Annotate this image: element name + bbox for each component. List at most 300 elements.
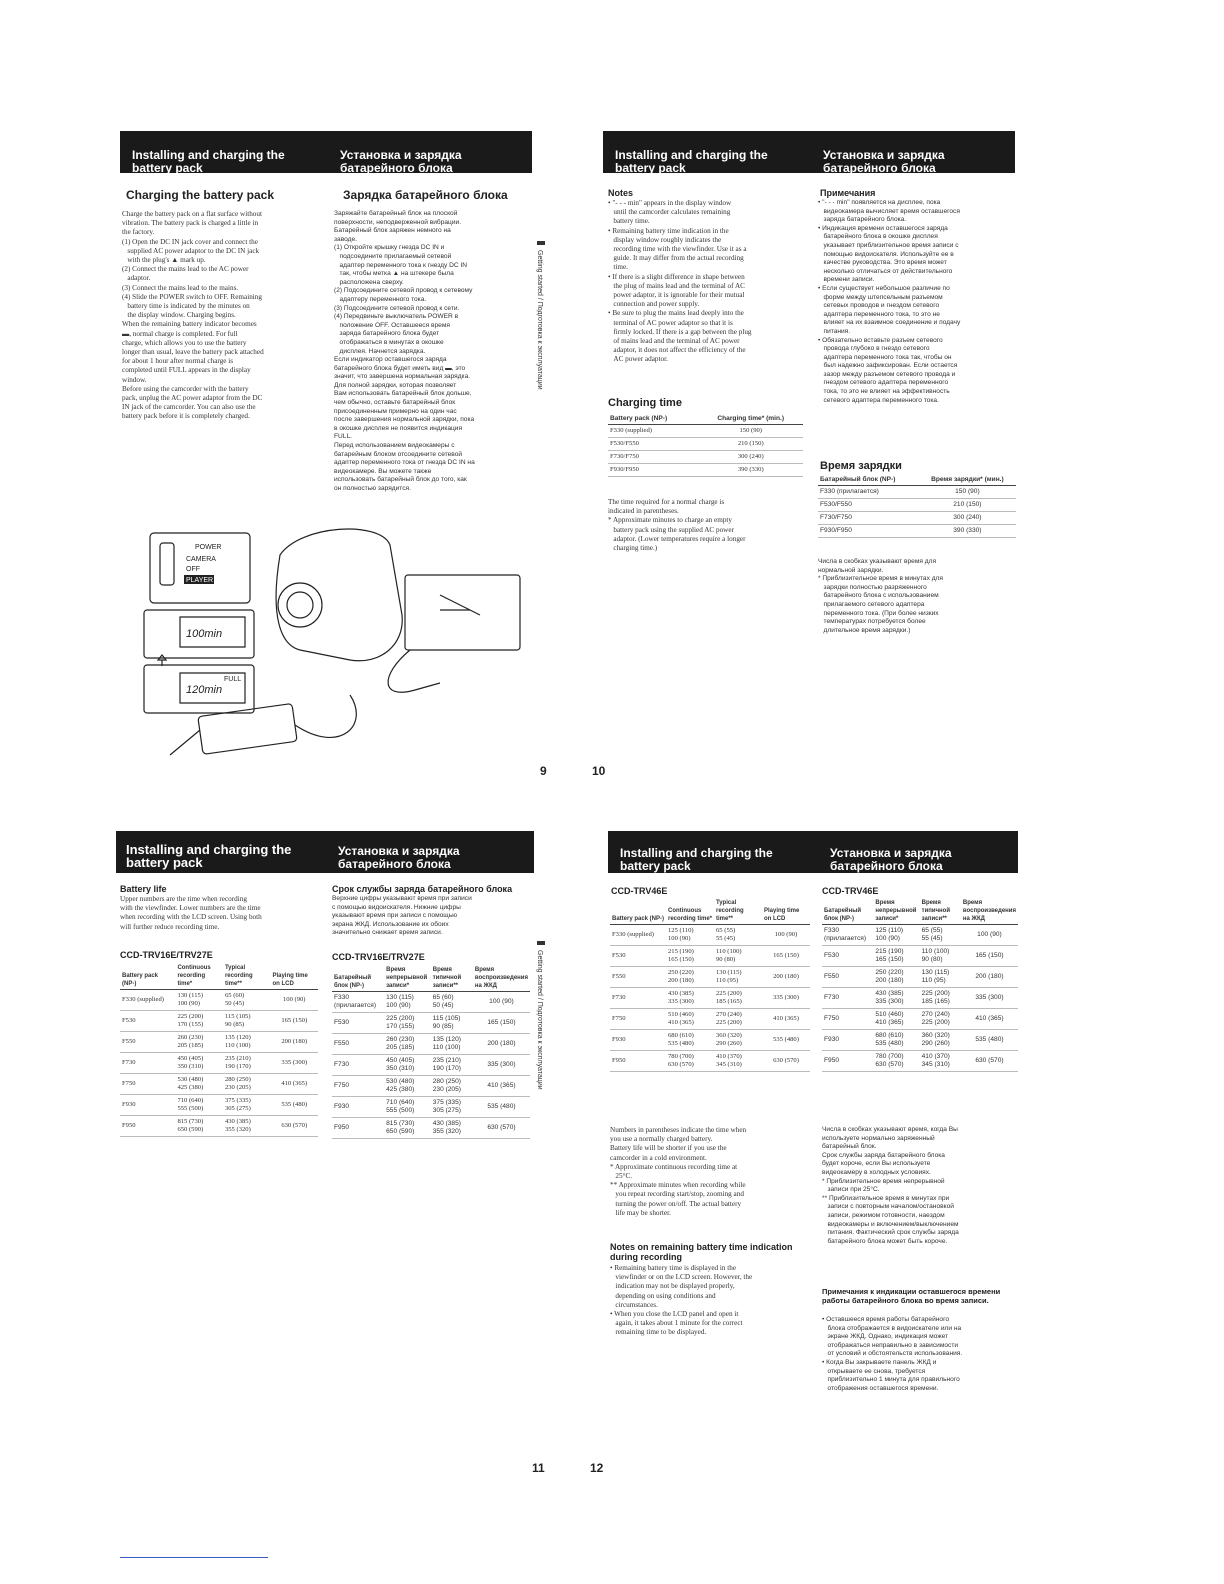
table-value: 200 (180) — [875, 977, 904, 984]
table-row — [818, 499, 1016, 512]
table-cell: 630 (570) — [961, 1051, 1018, 1072]
table-cell — [714, 1030, 762, 1051]
table-value: 100 (90) — [386, 1002, 411, 1009]
table-value: 90 (80) — [716, 956, 736, 963]
table-cell: 410 (365) — [270, 1074, 318, 1095]
table-cell — [873, 1009, 919, 1030]
table-value: 215 (190) — [875, 948, 904, 955]
table-cell — [666, 1030, 714, 1051]
text-line: • Обязательно вставьте разъем сетевого — [818, 336, 943, 344]
text-line: зарядки полностью разряженного — [818, 583, 927, 591]
table-row — [822, 1030, 1018, 1051]
table-cell: F550 — [610, 967, 666, 988]
table-cell — [175, 990, 223, 1011]
table-cell: 535 (480) — [961, 1030, 1018, 1051]
table-header-cell: Батарейный блок (NP-) — [818, 475, 919, 486]
text-line: положение OFF. Оставшееся время — [334, 321, 450, 329]
table-cell: 165 (150) — [961, 946, 1018, 967]
table-value: 350 (310) — [177, 1063, 204, 1070]
text-line: charging time.) — [608, 544, 658, 553]
table-cell: 200 (180) — [270, 1032, 318, 1053]
table-cell: 300 (240) — [919, 512, 1016, 525]
table-value: 335 (300) — [875, 998, 904, 1005]
table-value: 90 (80) — [921, 956, 943, 963]
table-cell: 165 (150) — [270, 1011, 318, 1032]
text-line: адаптер переменного тока к гнезду DC IN — [334, 261, 468, 269]
p10-notes-en — [608, 199, 803, 365]
table-cell — [666, 1051, 714, 1072]
text-line: longer than usual, leave the battery pack attached — [122, 348, 264, 357]
p12-notes-ru — [822, 1316, 1018, 1393]
table-cell: F550 — [120, 1032, 175, 1053]
text-line: Если индикатор оставшегося заряда — [334, 356, 447, 364]
table-row — [822, 1051, 1018, 1072]
table-cell: F730/F750 — [608, 451, 698, 464]
text-line: battery pack before it is completely charged. — [122, 412, 250, 421]
text-line: • Remaining battery time indication in the — [608, 226, 729, 235]
full-label: FULL — [224, 676, 242, 683]
table-cell — [873, 988, 919, 1009]
table-cell: 335 (300) — [473, 1055, 530, 1076]
text-line: • Be sure to plug the mains lead deeply into the — [608, 309, 744, 318]
table-cell — [666, 988, 714, 1009]
text-line: нормальной зарядки. — [818, 566, 884, 574]
table-value: 230 (205) — [224, 1084, 251, 1091]
table-cell — [175, 1074, 223, 1095]
table-value: 110 (95) — [716, 977, 739, 984]
text-line: adaptor, it does not affect the efficiency of the — [608, 346, 746, 355]
table-value: 270 (240) — [921, 1011, 950, 1018]
table-cell — [666, 1009, 714, 1030]
table-value: 205 (185) — [177, 1042, 204, 1049]
text-line: (4) Slide the POWER switch to OFF. Remaining — [122, 292, 262, 301]
table-row — [608, 425, 803, 438]
text-line: • "- - - min" появляется на дисплее, пока — [818, 199, 941, 206]
table-value: 235 (210) — [432, 1057, 461, 1064]
table-value: 410 (370) — [716, 1053, 742, 1060]
table-header-cell: Батарейный блок (NP-) — [332, 965, 384, 992]
table-value: 100 (90) — [177, 1000, 200, 1007]
table-value: 250 (220) — [668, 969, 694, 976]
table-cell — [175, 1095, 223, 1116]
table-cell — [920, 967, 961, 988]
header-title-en: Installing and charging the battery pack — [132, 148, 285, 175]
text-line: гнездом сетевого адаптера переменного — [818, 379, 949, 387]
table-value: 680 (610) — [668, 1032, 694, 1039]
text-line: сетевых проводов и гнездом сетевого — [818, 302, 940, 310]
table-value: 430 (385) — [668, 990, 694, 997]
text-line: * Приблизительное время непрерывной — [822, 1177, 945, 1185]
text-line: видеокамеру в холодных условиях. — [822, 1168, 931, 1176]
table-value: 360 (320) — [921, 1032, 950, 1039]
p12-notes-en — [610, 1264, 810, 1338]
table-value: 290 (260) — [716, 1040, 742, 1047]
table-header-cell: Время зарядки* (мин.) — [919, 475, 1016, 486]
table-value: 305 (275) — [224, 1105, 251, 1112]
header-title-en: Installing and charging the battery pack — [620, 846, 773, 873]
table-value: 430 (385) — [432, 1120, 461, 1127]
text-line: connection and power supply. — [608, 300, 700, 309]
table-row — [332, 1013, 530, 1034]
table-value: 125 (110) — [668, 927, 694, 934]
text-line: of mains lead and the terminal of AC power — [608, 337, 740, 346]
header-bar-p9 — [120, 131, 532, 173]
text-line: значит, что завершена нормальная зарядка. — [334, 373, 471, 381]
table-value: 350 (310) — [386, 1065, 415, 1072]
text-line: будет короче, если Вы используете — [822, 1160, 931, 1168]
table-cell: F950 — [332, 1118, 384, 1139]
table-row — [120, 1053, 318, 1074]
text-line: экрана ЖКД. Использование их обоих — [332, 920, 449, 928]
off-label: OFF — [186, 566, 200, 573]
table-value: 360 (320) — [716, 1032, 742, 1039]
text-line: charge, which allows you to use the battery — [122, 338, 247, 347]
battery-life-table-en — [610, 898, 810, 1072]
table-cell — [223, 1011, 271, 1032]
table-value: 450 (405) — [386, 1057, 415, 1064]
text-line: подсоедините прилагаемый сетевой — [334, 252, 452, 260]
table-value: 280 (250) — [432, 1078, 461, 1085]
p12-footnotes-ru — [822, 1126, 1018, 1246]
table-value: 110 (100) — [716, 948, 742, 955]
table-header-cell: Battery pack (NP-) — [610, 898, 666, 925]
text-line: adaptor. — [122, 274, 151, 283]
text-line: экране ЖКД. Однако, индикация может — [822, 1333, 949, 1341]
table-value: 530 (480) — [177, 1076, 204, 1083]
table-header-cell: Playing time on LCD — [762, 898, 810, 925]
table-cell — [384, 1013, 431, 1034]
text-line: circumstances. — [610, 1300, 658, 1309]
text-line: pack, unplug the AC power adaptor from the DC — [122, 394, 263, 403]
text-line: Верхние цифры указывают время при записи — [332, 895, 472, 902]
text-line: * Approximate minutes to charge an empty — [608, 516, 733, 525]
text-line: • When you close the LCD panel and open it — [610, 1310, 739, 1319]
text-line: • Если существует небольшое различие по — [818, 284, 950, 292]
table-cell: F530 — [610, 946, 666, 967]
table-value: 510 (460) — [875, 1011, 904, 1018]
table-row — [608, 438, 803, 451]
table-value: 375 (335) — [432, 1099, 461, 1106]
table-value: 680 (610) — [875, 1032, 904, 1039]
text-line: видеокамере. Вы можете также — [334, 467, 432, 475]
table-header-cell: Charging time* (min.) — [698, 414, 803, 425]
text-line: прилагаемого сетевого адаптера — [818, 600, 925, 608]
table-cell — [384, 1076, 431, 1097]
table-value: 230 (205) — [432, 1086, 461, 1093]
table-cell — [431, 992, 473, 1013]
text-line: видеокамеры и включением/выключением — [822, 1220, 959, 1228]
text-line: battery time is indicated by the minutes on — [122, 302, 250, 311]
table-cell: 630 (570) — [270, 1116, 318, 1137]
p10-notes-ru — [818, 199, 1018, 405]
table-cell: F750 — [822, 1009, 873, 1030]
table-value: 225 (200) — [386, 1015, 415, 1022]
table-row — [610, 1051, 810, 1072]
table-cell: 165 (150) — [762, 946, 810, 967]
table-cell — [175, 1116, 223, 1137]
text-line: заводе. — [334, 235, 357, 243]
table-cell: F530 — [332, 1013, 384, 1034]
table-header-cell: Время типичной записи** — [920, 898, 961, 925]
text-line: батарейного блока с использованием — [818, 592, 939, 600]
text-line: • Когда Вы закрываете панель ЖКД и — [822, 1358, 937, 1366]
ac-adaptor — [198, 704, 297, 755]
table-value: 115 (105) — [432, 1015, 461, 1022]
text-line: поверхности, неподверженной вибрации. — [334, 218, 462, 226]
text-line: ▬, normal charge is completed. For full — [122, 329, 238, 338]
charging-time-table-en — [608, 414, 803, 477]
table-cell: F550 — [332, 1034, 384, 1055]
text-line: заряда батарейного блока будет — [334, 330, 440, 338]
table-value: 225 (200) — [921, 990, 950, 997]
table-row — [332, 1034, 530, 1055]
text-line: отображаться в минутах в окошке — [334, 338, 444, 346]
text-line: with the plug's ▲ mark up. — [122, 256, 206, 265]
table-value: 190 (170) — [224, 1063, 251, 1070]
table-cell: F930/F950 — [608, 464, 698, 477]
table-value: 270 (240) — [716, 1011, 742, 1018]
text-line: supplied AC power adaptor to the DC IN jack — [122, 246, 260, 255]
text-line: адаптера переменного тока так, чтобы он — [818, 353, 952, 361]
table-cell — [920, 1009, 961, 1030]
text-line: Numbers in parentheses indicate the time when — [610, 1126, 747, 1134]
table-header-row — [120, 963, 318, 990]
dc-in-detail — [405, 575, 520, 650]
table-cell: F550 — [822, 967, 873, 988]
text-line: firmly locked. If there is a gap between the plug — [608, 327, 752, 336]
header-title-ru: Установка и зарядка батарейного блока — [823, 148, 945, 175]
table-cell: 150 (90) — [698, 425, 803, 438]
table-value: 290 (260) — [921, 1040, 950, 1047]
model-title-ru: CCD-TRV46E — [822, 886, 879, 896]
text-line: power adaptor, it is ignorable for their mutual — [608, 291, 745, 300]
text-line: • "- - - min" appears in the display window — [608, 199, 732, 207]
text-line: AC power adaptor. — [608, 355, 668, 364]
battery-life-table-ru — [822, 898, 1018, 1072]
table-value: 425 (380) — [177, 1084, 204, 1091]
table-header-row — [608, 414, 803, 425]
header-bar-p10 — [603, 131, 1015, 173]
table-cell — [384, 1118, 431, 1139]
table-value: 135 (120) — [432, 1036, 461, 1043]
dc-cable — [388, 650, 440, 692]
notes-title-en: Notes — [608, 188, 634, 198]
text-line: (1) Откройте крышку гнезда DC IN и — [334, 244, 445, 252]
text-line: 25°C. — [610, 1172, 633, 1181]
table-value: 430 (385) — [224, 1118, 251, 1125]
table-row — [822, 925, 1018, 946]
table-row — [822, 988, 1018, 1009]
table-cell — [873, 925, 919, 946]
text-line: indicated in parentheses. — [608, 507, 679, 516]
text-line: адаптер переменного тока от гнезда DC IN на — [334, 459, 475, 467]
text-line: • Индикация времени оставшегося заряда — [818, 224, 948, 232]
header-bar-p11 — [116, 831, 534, 873]
table-row — [610, 967, 810, 988]
text-line: remaining time to be displayed. — [610, 1328, 707, 1337]
table-cell: F730 — [822, 988, 873, 1009]
table-row — [610, 946, 810, 967]
table-header-row — [332, 965, 530, 992]
text-line: от условий и обстоятельств использования. — [822, 1350, 963, 1358]
text-line: IN jack of the camcorder. You can also use the — [122, 403, 256, 412]
table-cell: 200 (180) — [961, 967, 1018, 988]
table-row — [332, 1076, 530, 1097]
text-line: the factory. — [122, 228, 155, 237]
table-cell: 335 (300) — [961, 988, 1018, 1009]
table-row — [120, 1116, 318, 1137]
notes-title-ru: Примечания — [820, 188, 876, 198]
table-value: 110 (100) — [224, 1042, 251, 1049]
table-header-cell: Battery pack (NP-) — [120, 963, 175, 990]
header-bar-p12 — [608, 831, 1018, 873]
table-cell — [431, 1055, 473, 1076]
table-header-cell: Батарейный блок (NP-) — [822, 898, 873, 925]
table-value: 165 (150) — [875, 956, 904, 963]
table-row — [610, 925, 810, 946]
charging-time-title-en: Charging time — [608, 397, 682, 409]
text-line: Срок службы заряда батарейного блока — [822, 1151, 945, 1159]
p10-after-ru — [818, 558, 1018, 635]
table-cell: 200 (180) — [762, 967, 810, 988]
table-value: 530 (480) — [386, 1078, 415, 1085]
text-line: он полностью зарядится. — [334, 485, 411, 492]
table-value: 630 (570) — [668, 1061, 694, 1068]
table-row — [822, 946, 1018, 967]
text-line: питания. Фактический срок службы заряда — [822, 1229, 959, 1237]
table-cell: F530/F550 — [818, 499, 919, 512]
table-value: 55 (45) — [921, 935, 943, 942]
table-row — [818, 525, 1016, 538]
text-line: Для полной зарядки, которая позволяет — [334, 381, 457, 389]
text-line: • Оставшееся время работы батарейного — [822, 1316, 950, 1323]
text-line: battery time. — [608, 217, 650, 226]
table-value: 200 (180) — [668, 977, 694, 984]
text-line: window. — [122, 375, 147, 384]
table-value: 235 (210) — [224, 1055, 251, 1062]
table-value: 130 (115) — [177, 992, 204, 999]
table-header-cell: Время воспроизведения на ЖКД — [961, 898, 1018, 925]
text-line: (2) Connect the mains lead to the AC power — [122, 265, 249, 274]
text-line: until the camcorder calculates remaining — [608, 208, 731, 217]
text-line: time. — [608, 263, 628, 272]
page-number-11: 11 — [532, 1461, 545, 1475]
table-value: 65 (60) — [432, 994, 454, 1001]
table-cell: 100 (90) — [270, 990, 318, 1011]
page-number-12: 12 — [590, 1461, 604, 1475]
table-cell — [714, 988, 762, 1009]
table-value: 650 (590) — [386, 1128, 415, 1135]
table-cell: F530 — [822, 946, 873, 967]
table-cell — [223, 1032, 271, 1053]
table-value: 260 (230) — [386, 1036, 415, 1043]
table-cell — [175, 1053, 223, 1074]
text-line: Заряжайте батарейный блок на плоской — [334, 210, 458, 217]
table-row — [120, 1011, 318, 1032]
text-line: значительно снижает время записи. — [332, 929, 443, 937]
text-line: помощью видоискателя. Используйте ее в — [818, 250, 954, 258]
text-line: батарейного блока будет иметь вид ▬, это — [334, 364, 466, 372]
text-line: несколько отличаться от действительного — [818, 267, 953, 275]
side-tab-marker — [537, 241, 545, 245]
table-row — [332, 1055, 530, 1076]
table-cell — [223, 1074, 271, 1095]
text-line: (3) Подсоедините сетевой провод к сети. — [334, 304, 460, 312]
text-line: with the viewfinder. Lower numbers are the time — [120, 904, 261, 913]
text-line: The time required for a normal charge is — [608, 498, 725, 506]
table-value: 110 (95) — [921, 977, 946, 984]
table-cell: 390 (330) — [698, 464, 803, 477]
table-header-cell: Playing time on LCD — [270, 963, 318, 990]
text-line: был надежно зафиксирован. Если остается — [818, 362, 958, 370]
table-value: 170 (155) — [177, 1021, 204, 1028]
table-value: 225 (200) — [716, 1019, 742, 1026]
battery-life-table-en — [120, 963, 318, 1137]
text-line: Числа в скобках указывают время, когда Вы — [822, 1126, 958, 1133]
table-value: 780 (700) — [668, 1053, 694, 1060]
text-line: Charge the battery pack on a flat surface without — [122, 210, 262, 218]
table-cell: F530/F550 — [608, 438, 698, 451]
camcorder-lens — [278, 583, 322, 627]
table-cell — [714, 946, 762, 967]
table-value: 410 (365) — [668, 1019, 694, 1026]
table-value: 710 (640) — [177, 1097, 204, 1104]
table-cell — [920, 925, 961, 946]
text-line: will further reduce recording time. — [120, 922, 220, 931]
text-line: guide. It may differ from the actual recording — [608, 254, 744, 263]
table-value: 450 (405) — [177, 1055, 204, 1062]
text-line: Battery life will be shorter if you use the — [610, 1144, 727, 1153]
text-line: расположена сверху. — [334, 278, 404, 286]
text-line: depending on using conditions and — [610, 1291, 716, 1300]
table-cell — [431, 1076, 473, 1097]
table-cell: 210 (150) — [919, 499, 1016, 512]
text-line: записи с повторным началом/остановкой — [822, 1203, 954, 1211]
table-value: 555 (500) — [386, 1107, 415, 1114]
table-cell: F330 (supplied) — [120, 990, 175, 1011]
display-reading-2: 120min — [186, 684, 223, 696]
charging-time-title-ru: Время зарядки — [820, 460, 902, 472]
header-title-ru: Установка и зарядка батарейного блока — [830, 846, 952, 873]
table-cell: F730 — [332, 1055, 384, 1076]
table-value: 305 (275) — [432, 1107, 461, 1114]
table-value: 185 (165) — [921, 998, 950, 1005]
table-cell — [223, 1116, 271, 1137]
table-value: 375 (335) — [224, 1097, 251, 1104]
table-header-row — [610, 898, 810, 925]
text-line: terminal of AC power adaptor so that it is — [608, 318, 733, 327]
text-line: батарейный блок. — [822, 1143, 877, 1151]
table-header-cell: Время непрерывной записи* — [873, 898, 919, 925]
table-cell: 630 (570) — [473, 1118, 530, 1139]
table-value: 225 (200) — [921, 1019, 950, 1026]
text-line: в окошке дисплея не появится индикация — [334, 424, 463, 432]
text-line: vibration. The battery pack is charged a little in — [122, 219, 259, 228]
table-value: 110 (100) — [432, 1044, 461, 1051]
text-line: Батарейный блок заряжен немного на — [334, 227, 451, 235]
table-header-cell: Время воспроизведения на ЖКД — [473, 965, 530, 992]
table-cell — [714, 967, 762, 988]
battery-life-table-ru — [332, 965, 530, 1139]
text-line: батарейного блока может быть короче. — [822, 1237, 948, 1245]
table-row — [608, 464, 803, 477]
table-cell — [920, 988, 961, 1009]
table-cell — [384, 1097, 431, 1118]
table-value: 630 (570) — [875, 1061, 904, 1068]
table-cell: 390 (330) — [919, 525, 1016, 538]
battery-life-title-en: Battery life — [120, 884, 167, 894]
text-line: провода глубоко в гнездо сетевого — [818, 345, 930, 353]
